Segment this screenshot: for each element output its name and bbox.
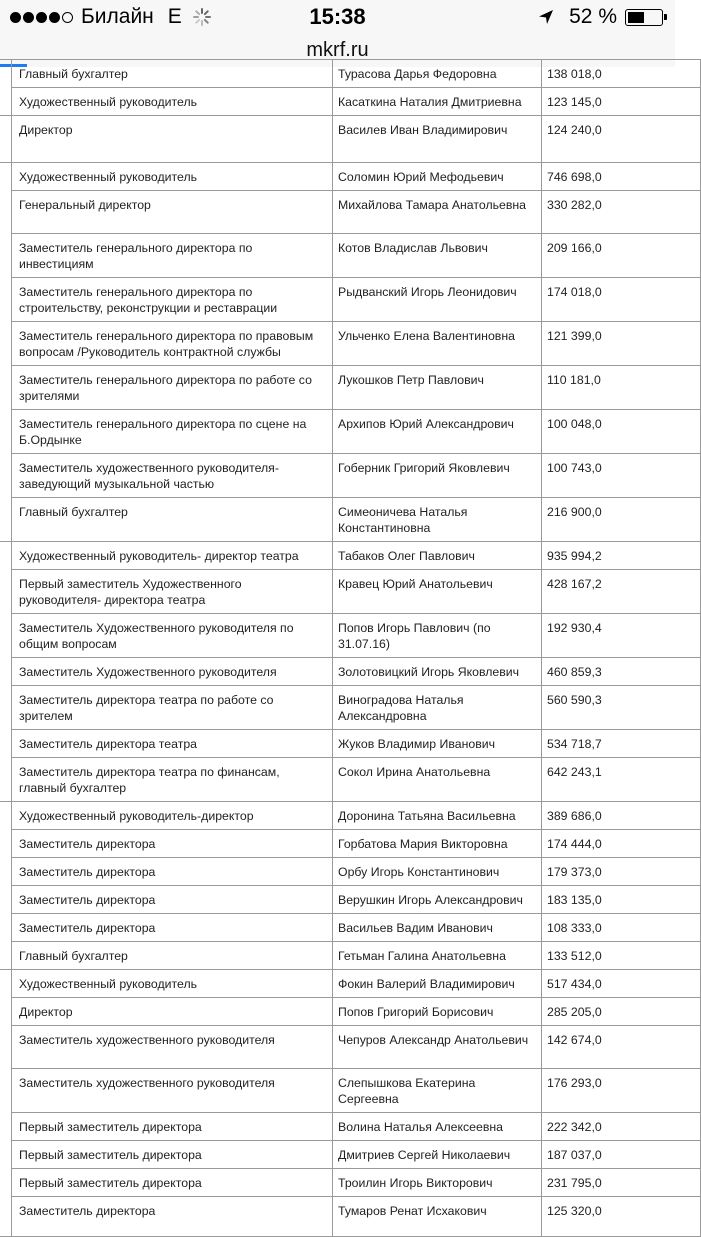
group-cell [0, 278, 12, 322]
position-cell: Заместитель генерального директора по работе со зрителями [12, 366, 333, 410]
carrier-name: Билайн [81, 5, 154, 28]
salary-cell: 108 333,0 [542, 914, 701, 942]
location-arrow-icon [537, 8, 555, 26]
table-row [0, 1141, 701, 1169]
position-cell: Главный бухгалтер [12, 942, 333, 970]
group-cell [0, 366, 12, 410]
table-row [0, 858, 701, 886]
salary-cell: 642 243,1 [542, 758, 701, 802]
status-right [537, 5, 663, 29]
name-cell: Орбу Игорь Константинович [333, 858, 542, 886]
salary-cell: 187 037,0 [542, 1141, 701, 1169]
salary-cell: 935 994,2 [542, 542, 701, 570]
group-cell [0, 914, 12, 942]
table-row [0, 942, 701, 970]
name-cell: Сокол Ирина Анатольевна [333, 758, 542, 802]
salary-cell: 428 167,2 [542, 570, 701, 614]
group-cell [0, 830, 12, 858]
salary-cell: 209 166,0 [542, 234, 701, 278]
table-row [0, 366, 701, 410]
name-cell: Кравец Юрий Анатольевич [333, 570, 542, 614]
group-cell [0, 658, 12, 686]
name-cell: Симеоничева Наталья Константиновна [333, 498, 542, 542]
table-row [0, 116, 701, 163]
position-cell: Заместитель директора театра [12, 730, 333, 758]
table-row [0, 542, 701, 570]
group-cell [0, 542, 12, 570]
salary-table [0, 59, 701, 1237]
group-cell [0, 410, 12, 454]
position-cell: Заместитель директора [12, 914, 333, 942]
salary-cell: 123 145,0 [542, 88, 701, 116]
salary-cell: 110 181,0 [542, 366, 701, 410]
table-row [0, 1197, 701, 1237]
status-bar [0, 0, 675, 36]
name-cell: Попов Игорь Павлович (по 31.07.16) [333, 614, 542, 658]
group-cell [0, 322, 12, 366]
salary-cell: 517 434,0 [542, 970, 701, 998]
table-row [0, 60, 701, 88]
name-cell: Жуков Владимир Иванович [333, 730, 542, 758]
table-row [0, 1113, 701, 1141]
table-row [0, 163, 701, 191]
group-cell [0, 802, 12, 830]
group-cell [0, 886, 12, 914]
salary-cell: 330 282,0 [542, 191, 701, 234]
position-cell: Главный бухгалтер [12, 60, 333, 88]
table-row [0, 970, 701, 998]
name-cell: Гетьман Галина Анатольевна [333, 942, 542, 970]
salary-cell: 179 373,0 [542, 858, 701, 886]
table-row [0, 410, 701, 454]
salary-cell: 133 512,0 [542, 942, 701, 970]
position-cell: Заместитель художественного руководителя-заведующий музыкальной частью [12, 454, 333, 498]
group-cell [0, 858, 12, 886]
name-cell: Золотовицкий Игорь Яковлевич [333, 658, 542, 686]
name-cell: Касаткина Наталия Дмитриевна [333, 88, 542, 116]
group-cell [0, 116, 12, 163]
table-row [0, 914, 701, 942]
salary-cell: 216 900,0 [542, 498, 701, 542]
salary-cell: 534 718,7 [542, 730, 701, 758]
table-row [0, 614, 701, 658]
name-cell: Василев Иван Владимирович [333, 116, 542, 163]
name-cell: Лукошков Петр Павлович [333, 366, 542, 410]
group-cell [0, 570, 12, 614]
position-cell: Заместитель директора театра по финансам, главный бухгалтер [12, 758, 333, 802]
clock: 15:38 [309, 4, 366, 29]
table-row [0, 278, 701, 322]
name-cell: Табаков Олег Павлович [333, 542, 542, 570]
name-cell: Гоберник Григорий Яковлевич [333, 454, 542, 498]
name-cell: Турасова Дарья Федоровна [333, 60, 542, 88]
position-cell: Заместитель Художественного руководителя по общим вопросам [12, 614, 333, 658]
group-cell [0, 730, 12, 758]
table-row [0, 1026, 701, 1069]
position-cell: Первый заместитель директора [12, 1141, 333, 1169]
salary-cell: 138 018,0 [542, 60, 701, 88]
salary-cell: 176 293,0 [542, 1069, 701, 1113]
salary-cell: 222 342,0 [542, 1113, 701, 1141]
group-cell [0, 191, 12, 234]
name-cell: Горбатова Мария Викторовна [333, 830, 542, 858]
group-cell [0, 614, 12, 658]
table-row [0, 758, 701, 802]
battery-icon [625, 9, 663, 26]
position-cell: Первый заместитель директора [12, 1169, 333, 1197]
name-cell: Чепуров Александр Анатольевич [333, 1026, 542, 1069]
name-cell: Попов Григорий Борисович [333, 998, 542, 1026]
position-cell: Художественный руководитель [12, 970, 333, 998]
group-cell [0, 1141, 12, 1169]
name-cell: Троилин Игорь Викторович [333, 1169, 542, 1197]
position-cell: Директор [12, 998, 333, 1026]
table-row [0, 730, 701, 758]
salary-cell: 121 399,0 [542, 322, 701, 366]
position-cell: Главный бухгалтер [12, 498, 333, 542]
position-cell: Заместитель директора [12, 830, 333, 858]
position-cell: Заместитель директора [12, 858, 333, 886]
name-cell: Волина Наталья Алексеевна [333, 1113, 542, 1141]
position-cell: Заместитель генерального директора по инвестициям [12, 234, 333, 278]
network-type: E [167, 5, 182, 28]
position-cell: Заместитель генерального директора по сцене на Б.Ордынке [12, 410, 333, 454]
table-row [0, 322, 701, 366]
group-cell [0, 970, 12, 998]
group-cell [0, 234, 12, 278]
group-cell [0, 163, 12, 191]
name-cell: Рыдванский Игорь Леонидович [333, 278, 542, 322]
name-cell: Архипов Юрий Александрович [333, 410, 542, 454]
salary-cell: 460 859,3 [542, 658, 701, 686]
salary-cell: 142 674,0 [542, 1026, 701, 1069]
group-cell [0, 60, 12, 88]
salary-cell: 231 795,0 [542, 1169, 701, 1197]
salary-cell: 285 205,0 [542, 998, 701, 1026]
salary-cell: 746 698,0 [542, 163, 701, 191]
url-text[interactable]: mkrf.ru [306, 39, 369, 61]
table-row [0, 998, 701, 1026]
position-cell: Заместитель генерального директора по строительству, реконструкции и реставрации [12, 278, 333, 322]
salary-cell: 560 590,3 [542, 686, 701, 730]
table-row [0, 234, 701, 278]
group-cell [0, 942, 12, 970]
table-row [0, 498, 701, 542]
table-row [0, 454, 701, 498]
position-cell: Заместитель генерального директора по правовым вопросам /Руководитель контрактной службы [12, 322, 333, 366]
group-cell [0, 454, 12, 498]
position-cell: Заместитель Художественного руководителя [12, 658, 333, 686]
salary-cell: 192 930,4 [542, 614, 701, 658]
table-row [0, 1169, 701, 1197]
name-cell: Виноградова Наталья Александровна [333, 686, 542, 730]
salary-cell: 174 018,0 [542, 278, 701, 322]
group-cell [0, 758, 12, 802]
table-row [0, 1069, 701, 1113]
table-row [0, 886, 701, 914]
group-cell [0, 686, 12, 730]
name-cell: Тумаров Ренат Исхакович [333, 1197, 542, 1237]
group-cell [0, 998, 12, 1026]
position-cell: Директор [12, 116, 333, 163]
salary-cell: 100 048,0 [542, 410, 701, 454]
name-cell: Котов Владислав Львович [333, 234, 542, 278]
group-cell [0, 1197, 12, 1237]
group-cell [0, 1069, 12, 1113]
name-cell: Доронина Татьяна Васильевна [333, 802, 542, 830]
position-cell: Первый заместитель Художественного руководителя- директора театра [12, 570, 333, 614]
name-cell: Михайлова Тамара Анатольевна [333, 191, 542, 234]
position-cell: Заместитель директора театра по работе со зрителем [12, 686, 333, 730]
name-cell: Дмитриев Сергей Николаевич [333, 1141, 542, 1169]
name-cell: Васильев Вадим Иванович [333, 914, 542, 942]
name-cell: Верушкин Игорь Александрович [333, 886, 542, 914]
salary-cell: 389 686,0 [542, 802, 701, 830]
table-row [0, 830, 701, 858]
page-content[interactable] [0, 67, 675, 1218]
table-row [0, 191, 701, 234]
battery-percent: 52 % [569, 5, 617, 28]
name-cell: Слепышкова Екатерина Сергеевна [333, 1069, 542, 1113]
salary-cell: 125 320,0 [542, 1197, 701, 1237]
position-cell: Генеральный директор [12, 191, 333, 234]
name-cell: Фокин Валерий Владимирович [333, 970, 542, 998]
group-cell [0, 1026, 12, 1069]
group-cell [0, 498, 12, 542]
table-row [0, 88, 701, 116]
position-cell: Заместитель директора [12, 886, 333, 914]
position-cell: Первый заместитель директора [12, 1113, 333, 1141]
name-cell: Соломин Юрий Мефодьевич [333, 163, 542, 191]
group-cell [0, 1169, 12, 1197]
position-cell: Заместитель директора [12, 1197, 333, 1237]
position-cell: Художественный руководитель-директор [12, 802, 333, 830]
salary-cell: 183 135,0 [542, 886, 701, 914]
table-row [0, 570, 701, 614]
position-cell: Художественный руководитель [12, 88, 333, 116]
table-row [0, 686, 701, 730]
group-cell [0, 88, 12, 116]
position-cell: Заместитель художественного руководителя [12, 1069, 333, 1113]
group-cell [0, 1113, 12, 1141]
name-cell: Ульченко Елена Валентиновна [333, 322, 542, 366]
position-cell: Художественный руководитель [12, 163, 333, 191]
salary-cell: 100 743,0 [542, 454, 701, 498]
salary-cell: 174 444,0 [542, 830, 701, 858]
position-cell: Заместитель художественного руководителя [12, 1026, 333, 1069]
position-cell: Художественный руководитель- директор театра [12, 542, 333, 570]
table-row [0, 802, 701, 830]
table-row [0, 658, 701, 686]
salary-cell: 124 240,0 [542, 116, 701, 163]
